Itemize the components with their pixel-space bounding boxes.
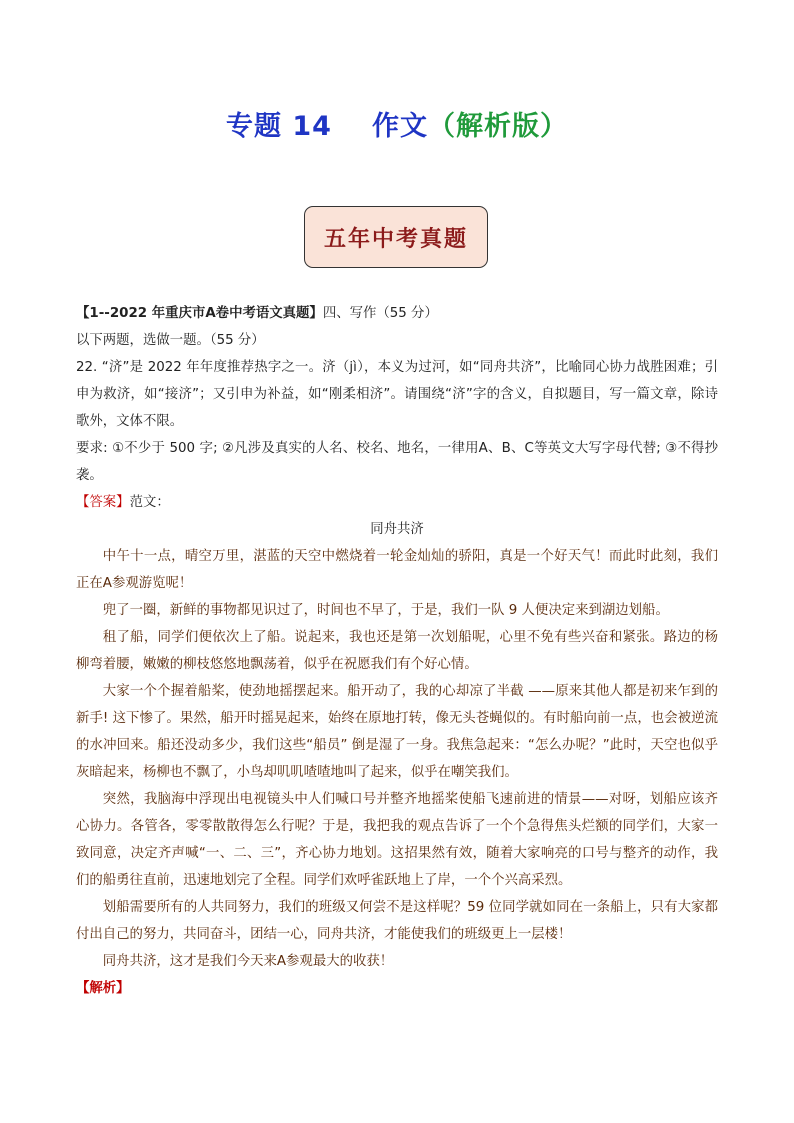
question-requirements: 要求: ①不少于 500 字; ②凡涉及真实的人名、校名、地名，一律用A、B、C等英文大写字母代替; ③不得抄袭。 — [76, 441, 718, 483]
main-content — [76, 300, 718, 1002]
essay-paragraph: 同舟共济，这才是我们今天来A参观最大的收获！ — [102, 954, 394, 969]
essay-paragraph: 中午十一点，晴空万里，湛蓝的天空中燃烧着一轮金灿灿的骄阳，真是一个好天气！而此时此刻，我们正在A参观游览呢！ — [76, 549, 718, 591]
question-source-line — [76, 300, 718, 327]
question-section: 四、写作（55 分） — [322, 306, 438, 321]
essay-paragraph: 突然，我脑海中浮现出电视镜头中人们喊口号并整齐地摇桨使船飞速前进的情景——对呀，划船应该齐心协力。各管各，零零散散得怎么行呢？于是，我把我的观点告诉了一个个急得焦头烂额的同学们，大家一致同意，决定齐声喊“一、二、三”，齐心协力地划。这招果然有效，随着大家响亮的口号与整齐的动作，我们的船勇往直前，迅速地划完了全程。同学们欢呼雀跃地上了岸，一个个兴高采烈。 — [76, 792, 718, 888]
title-main: 专题 14 — [226, 111, 332, 142]
answer-label: 【答案】 — [76, 495, 130, 510]
title-topic: 作文 — [371, 111, 428, 142]
question-prompt: 22. “济”是 2022 年年度推荐热字之一。济（jì），本义为过河，如“同舟共济”，比喻同心协力战胜困难；引申为救济，如“接济”；又引申为补益，如“刚柔相济”。请围绕“济”字的含义，自拟题目，写一篇文章，除诗歌外，文体不限。 — [76, 360, 718, 429]
essay-paragraph: 租了船，同学们便依次上了船。说起来，我也还是第一次划船呢，心里不免有些兴奋和紧张。路边的杨柳弯着腰，嫩嫩的柳枝悠悠地飘荡着，似乎在祝愿我们有个好心情。 — [76, 630, 718, 672]
essay-paragraph: 大家一个个握着船桨，使劲地摇摆起来。船开动了，我的心却凉了半截 ——原来其他人都是初来乍到的新手! 这下惨了。果然，船开时摇晃起来，始终在原地打转，像无头苍蝇似的。有时船向前一点，也会被逆流的水冲回来。船还没动多少，我们这些“船员” 倒是湿了一身。我焦急起来：“怎么办呢？”此时，天空也似乎灰暗起来，杨柳也不飘了，小鸟却叽叽喳喳地叫了起来，似乎在嘲笑我们。 — [76, 684, 718, 780]
page-title — [0, 104, 794, 143]
analysis-label: 【解析】 — [76, 981, 130, 996]
question-choose: 以下两题，选做一题。（55 分） — [76, 333, 265, 348]
essay-paragraph: 划船需要所有的人共同努力，我们的班级又何尝不是这样呢？59 位同学就如同在一条船上，只有大家都付出自己的努力，共同奋斗，团结一心，同舟共济，才能使我们的班级更上一层楼！ — [76, 900, 718, 942]
essay-title: 同舟共济 — [370, 522, 424, 537]
title-paren: （解析版） — [427, 111, 568, 142]
section-badge: 五年中考真题 — [304, 206, 488, 268]
essay-paragraph: 兜了一圈，新鲜的事物都见识过了，时间也不早了，于是，我们一队 9 人便决定来到湖边划船。 — [102, 603, 669, 618]
question-source: 【1--2022 年重庆市A卷中考语文真题】 — [76, 306, 323, 321]
answer-label-after: 范文： — [129, 495, 170, 510]
answer-line — [76, 489, 718, 516]
